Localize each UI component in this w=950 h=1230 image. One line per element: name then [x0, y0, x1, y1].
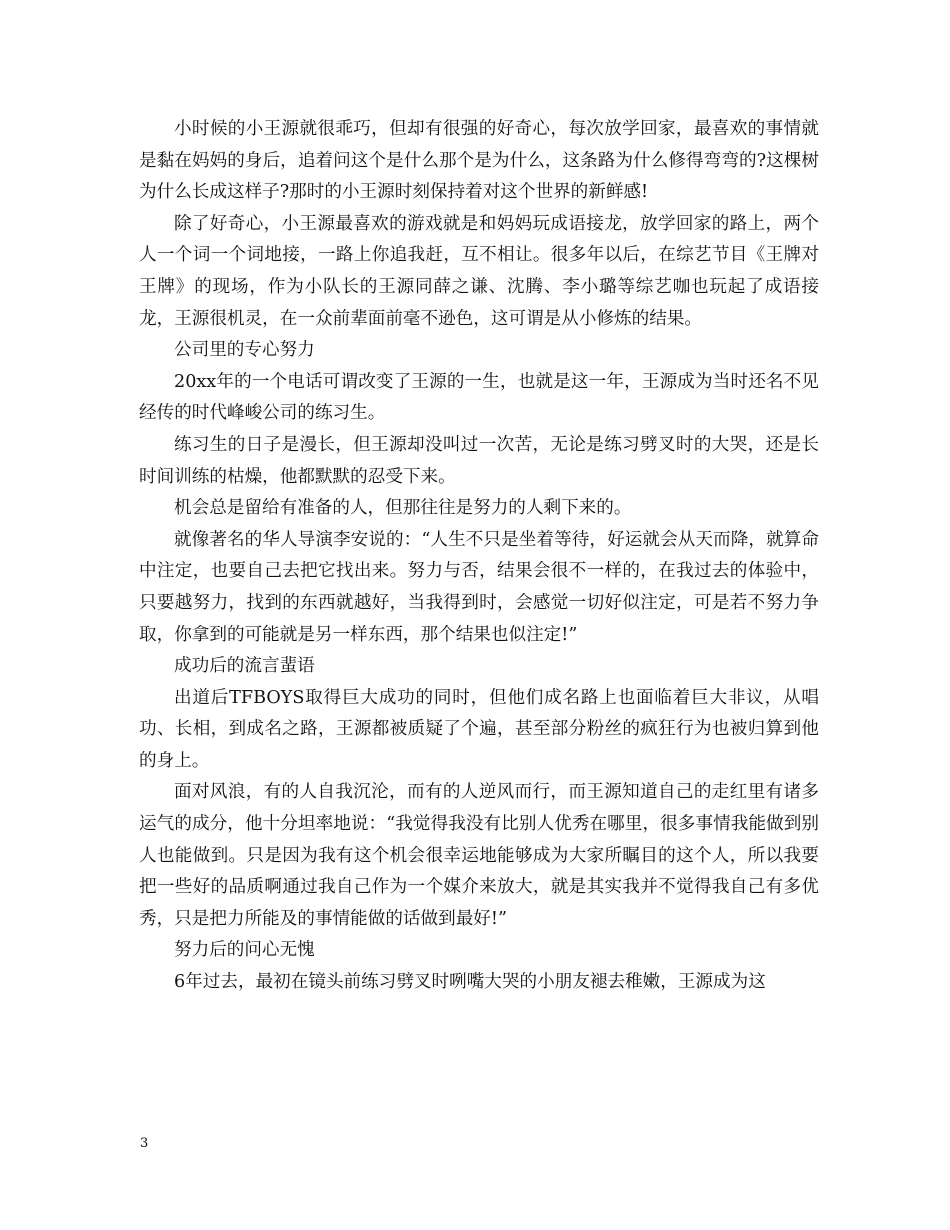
paragraph-six-years-later: 6年过去，最初在镜头前练习劈叉时咧嘴大哭的小朋友褪去稚嫩，王源成为这 — [174, 972, 766, 993]
paragraph-ang-lee-quote: 就像著名的华人导演李安说的：“人生不只是坐着等待，好运就会从天而降，就算命中注定，也要自己去把它找出来。努力与否，结果会很不一样的，在我过去的体验中，只要越努力，找到的东西就越好，当我得到时，会感觉一切好似注定，可是若不努力争取，你拿到的可能就是另一样东西，那个结果也似注定!” — [139, 529, 819, 645]
page-number: 3 — [140, 1136, 149, 1151]
section-heading-clear-conscience: 努力后的问心无愧 — [174, 940, 315, 961]
paragraph-facing-storm: 面对风浪，有的人自我沉沦，而有的人逆风而行，而王源知道自己的走红里有诸多运气的成分，他十分坦率地说：“我觉得我没有比别人优秀在哪里，很多事情我能做到别人也能做到。只是因为我有这个机会很幸运地能够成为大家所瞩目的这个人，所以我要把一些好的品质啊通过我自己作为一个媒介来放大，就是其实我并不觉得我自己有多优秀，只是把力所能及的事情能做的话做到最好!” — [139, 782, 819, 929]
section-heading-company-effort: 公司里的专心努力 — [174, 340, 315, 361]
section-heading-rumors: 成功后的流言蜚语 — [174, 656, 315, 677]
paragraph-trainee-call: 20xx年的一个电话可谓改变了王源的一生，也就是这一年，王源成为当时还名不见经传的时代峰峻公司的练习生。 — [139, 371, 819, 424]
paragraph-childhood-curiosity: 小时候的小王源就很乖巧，但却有很强的好奇心，每次放学回家，最喜欢的事情就是黏在妈妈的身后，追着问这个是什么那个是为什么，这条路为什么修得弯弯的?这棵树为什么长成这样子?那时的小王源时刻保持着对这个世界的新鲜感! — [139, 119, 819, 203]
paragraph-tfboys-controversy: 出道后TFBOYS取得巨大成功的同时，但他们成名路上也面临着巨大非议，从唱功、长相，到成名之路，王源都被质疑了个遍，甚至部分粉丝的疯狂行为也被归算到他的身上。 — [139, 687, 819, 771]
paragraph-opportunity: 机会总是留给有准备的人，但那往往是努力的人剩下来的。 — [174, 498, 632, 519]
paragraph-idiom-game: 除了好奇心，小王源最喜欢的游戏就是和妈妈玩成语接龙，放学回家的路上，两个人一个词一个词地接，一路上你追我赶，互不相让。很多年以后，在综艺节目《王牌对王牌》的现场，作为小队长的王源同薛之谦、沈腾、李小璐等综艺咖也玩起了成语接龙，王源很机灵，在一众前辈面前毫不逊色，这可谓是从小修炼的结果。 — [139, 213, 819, 329]
paragraph-trainee-days: 练习生的日子是漫长，但王源却没叫过一次苦，无论是练习劈叉时的大哭，还是长时间训练的枯燥，他都默默的忍受下来。 — [139, 434, 819, 487]
document-body — [139, 114, 819, 999]
